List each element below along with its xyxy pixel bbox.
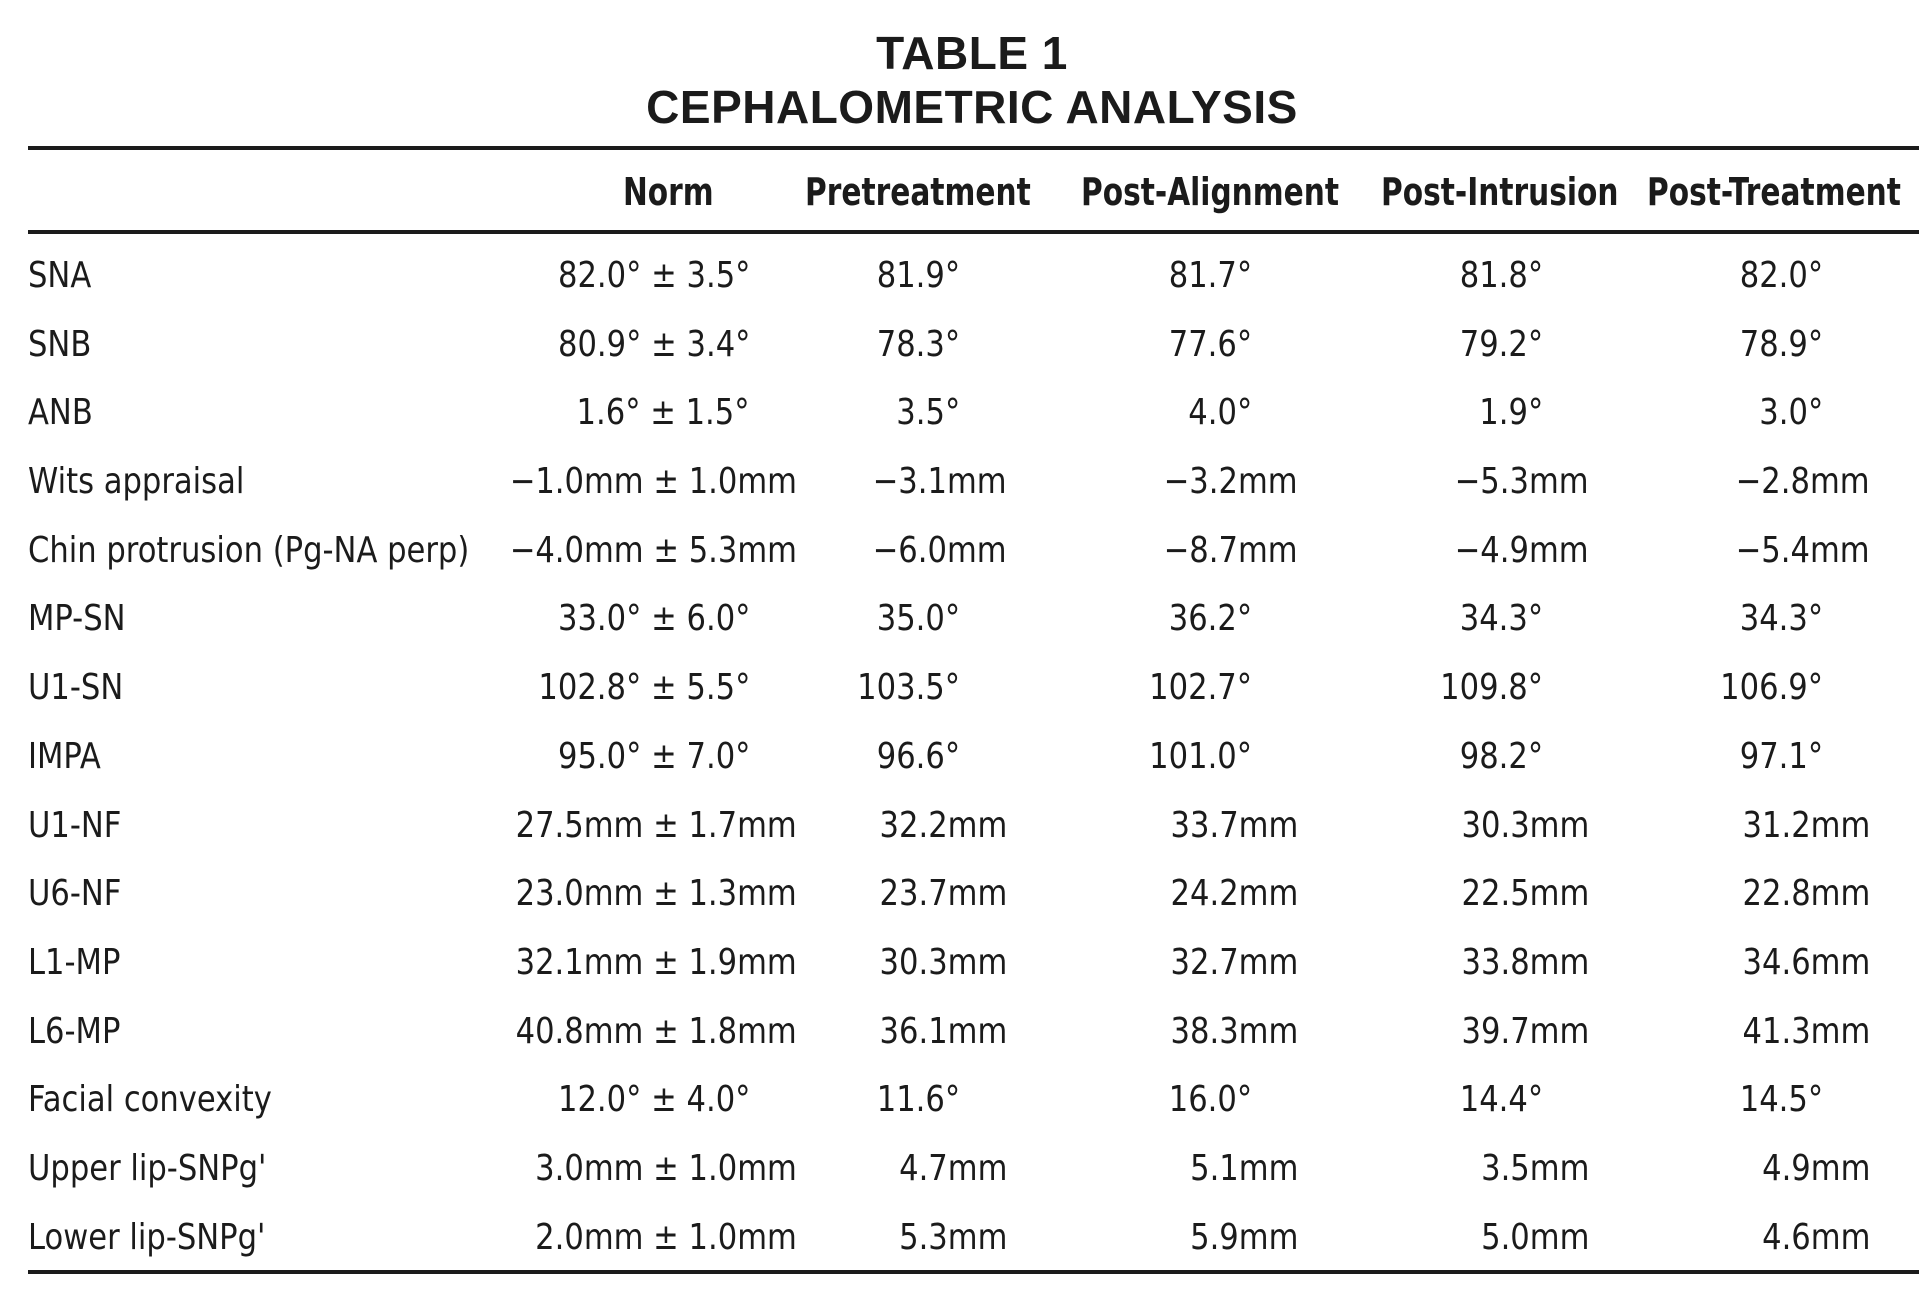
- cell-post-intrusion: −4.9mm: [1455, 529, 1589, 571]
- row-label: Lower lip-SNPg': [28, 1216, 266, 1258]
- table-row: [0, 517, 1920, 586]
- cell-post-alignment: 5.9mm: [1189, 1216, 1298, 1258]
- row-label: Upper lip-SNPg': [28, 1147, 267, 1189]
- cell-norm: 23.0mm ± 1.3mm: [515, 873, 797, 915]
- cell-norm: 1.6° ± 1.5°: [576, 392, 750, 434]
- cell-post-alignment: 33.7mm: [1170, 804, 1298, 846]
- row-label: Facial convexity: [28, 1079, 272, 1121]
- table-row: [0, 723, 1920, 792]
- cell-post-intrusion: −5.3mm: [1455, 461, 1589, 503]
- cell-pretreatment: 103.5°: [857, 667, 960, 709]
- cell-post-alignment: 81.7°: [1168, 255, 1252, 296]
- cell-post-treatment: 4.6mm: [1761, 1216, 1870, 1258]
- cell-post-alignment: 24.2mm: [1170, 873, 1298, 915]
- cell-post-treatment: 34.6mm: [1742, 941, 1870, 983]
- table-row: [0, 379, 1920, 448]
- cell-norm: 32.1mm ± 1.9mm: [515, 941, 797, 983]
- cell-post-intrusion: 33.8mm: [1461, 941, 1589, 983]
- row-label: SNB: [28, 323, 92, 365]
- cell-post-intrusion: 1.9°: [1479, 392, 1543, 434]
- cell-pretreatment: 78.3°: [876, 323, 960, 365]
- cell-norm: 40.8mm ± 1.8mm: [515, 1010, 797, 1052]
- cell-pretreatment: −6.0mm: [873, 529, 1007, 571]
- cell-norm: 2.0mm ± 1.0mm: [535, 1216, 797, 1258]
- column-header-pretreatment: Pretreatment: [805, 170, 1031, 214]
- table-row: [0, 929, 1920, 998]
- cell-post-intrusion: 3.5mm: [1480, 1147, 1589, 1189]
- row-label: U1-SN: [28, 667, 124, 709]
- cell-pretreatment: 96.6°: [876, 735, 960, 777]
- cell-post-treatment: 31.2mm: [1742, 804, 1870, 846]
- table-row: [0, 654, 1920, 723]
- cell-pretreatment: 30.3mm: [879, 941, 1007, 983]
- cell-norm: 33.0° ± 6.0°: [557, 598, 750, 640]
- cell-post-treatment: 41.3mm: [1742, 1010, 1870, 1052]
- cell-post-alignment: 101.0°: [1149, 735, 1252, 777]
- cell-post-treatment: 78.9°: [1739, 323, 1823, 365]
- cell-norm: 12.0° ± 4.0°: [557, 1079, 750, 1121]
- cell-post-treatment: 106.9°: [1720, 667, 1823, 709]
- row-label: L1-MP: [28, 941, 121, 983]
- cell-post-treatment: 82.0°: [1739, 255, 1823, 296]
- cell-post-alignment: 4.0°: [1188, 392, 1252, 434]
- cell-pretreatment: 4.7mm: [898, 1147, 1007, 1189]
- cell-post-alignment: 38.3mm: [1170, 1010, 1298, 1052]
- header-rule: [28, 230, 1919, 234]
- cell-norm: 102.8° ± 5.5°: [538, 667, 750, 709]
- table-row: [0, 585, 1920, 654]
- cell-post-alignment: 16.0°: [1168, 1079, 1252, 1121]
- row-label: Chin protrusion (Pg-NA perp): [28, 529, 470, 571]
- bottom-rule: [28, 1270, 1919, 1274]
- cell-post-treatment: −5.4mm: [1736, 529, 1870, 571]
- row-label: MP-SN: [28, 598, 126, 640]
- table-row: [0, 311, 1920, 380]
- cell-pretreatment: 35.0°: [876, 598, 960, 640]
- row-label: ANB: [28, 392, 93, 434]
- cell-norm: 27.5mm ± 1.7mm: [515, 804, 797, 846]
- cell-pretreatment: −3.1mm: [873, 461, 1007, 503]
- table-number: TABLE 1: [876, 27, 1068, 79]
- cell-norm: 80.9° ± 3.4°: [557, 323, 750, 365]
- row-label: U6-NF: [28, 873, 122, 915]
- table-row: [0, 1135, 1920, 1204]
- cell-post-intrusion: 14.4°: [1459, 1079, 1543, 1121]
- row-label: L6-MP: [28, 1010, 121, 1052]
- table-row: [0, 1066, 1920, 1135]
- cell-post-intrusion: 39.7mm: [1461, 1010, 1589, 1052]
- cell-pretreatment: 36.1mm: [879, 1010, 1007, 1052]
- cell-pretreatment: 32.2mm: [879, 804, 1007, 846]
- column-header-post-intrusion: Post-Intrusion: [1381, 170, 1619, 214]
- cell-post-intrusion: 30.3mm: [1461, 804, 1589, 846]
- cell-post-alignment: 36.2°: [1168, 598, 1252, 640]
- cell-post-alignment: −8.7mm: [1164, 529, 1298, 571]
- cell-norm: 95.0° ± 7.0°: [557, 735, 750, 777]
- row-label: SNA: [28, 255, 92, 296]
- row-label: U1-NF: [28, 804, 122, 846]
- cell-post-intrusion: 109.8°: [1440, 667, 1543, 709]
- cell-post-alignment: 5.1mm: [1189, 1147, 1298, 1189]
- table-row: [0, 998, 1920, 1067]
- table-body: [0, 242, 1920, 1272]
- cell-post-treatment: 4.9mm: [1761, 1147, 1870, 1189]
- table-row: [0, 448, 1920, 517]
- row-label: IMPA: [28, 735, 101, 777]
- cell-post-treatment: 22.8mm: [1742, 873, 1870, 915]
- cell-post-intrusion: 22.5mm: [1461, 873, 1589, 915]
- cell-post-alignment: −3.2mm: [1164, 461, 1298, 503]
- table-title: [0, 26, 1920, 134]
- cell-pretreatment: 3.5°: [896, 392, 960, 434]
- table-header-row: [0, 150, 1920, 230]
- cell-pretreatment: 11.6°: [876, 1079, 960, 1121]
- cell-post-treatment: −2.8mm: [1736, 461, 1870, 503]
- cell-post-intrusion: 81.8°: [1459, 255, 1543, 296]
- cell-post-alignment: 102.7°: [1149, 667, 1252, 709]
- cell-pretreatment: 23.7mm: [879, 873, 1007, 915]
- table-row: [0, 242, 1920, 311]
- cell-post-treatment: 97.1°: [1739, 735, 1823, 777]
- cell-post-treatment: 3.0°: [1759, 392, 1823, 434]
- table-caption: CEPHALOMETRIC ANALYSIS: [646, 81, 1298, 133]
- cell-post-intrusion: 79.2°: [1459, 323, 1543, 365]
- column-header-post-treatment: Post-Treatment: [1647, 170, 1901, 214]
- cell-post-treatment: 14.5°: [1739, 1079, 1823, 1121]
- cell-post-alignment: 32.7mm: [1170, 941, 1298, 983]
- cell-pretreatment: 5.3mm: [898, 1216, 1007, 1258]
- table-row: [0, 1204, 1920, 1273]
- cell-pretreatment: 81.9°: [876, 255, 960, 296]
- column-header-norm: Norm: [623, 170, 714, 214]
- cell-post-alignment: 77.6°: [1168, 323, 1252, 365]
- table-row: [0, 792, 1920, 861]
- cell-norm: 82.0° ± 3.5°: [557, 255, 750, 296]
- cell-post-intrusion: 98.2°: [1459, 735, 1543, 777]
- cell-norm: 3.0mm ± 1.0mm: [535, 1147, 797, 1189]
- cell-post-intrusion: 5.0mm: [1480, 1216, 1589, 1258]
- cell-norm: −4.0mm ± 5.3mm: [509, 529, 797, 571]
- row-label: Wits appraisal: [28, 461, 245, 503]
- cell-norm: −1.0mm ± 1.0mm: [509, 461, 797, 503]
- column-header-post-alignment: Post-Alignment: [1081, 170, 1340, 214]
- table-row: [0, 860, 1920, 929]
- cell-post-treatment: 34.3°: [1739, 598, 1823, 640]
- cell-post-intrusion: 34.3°: [1459, 598, 1543, 640]
